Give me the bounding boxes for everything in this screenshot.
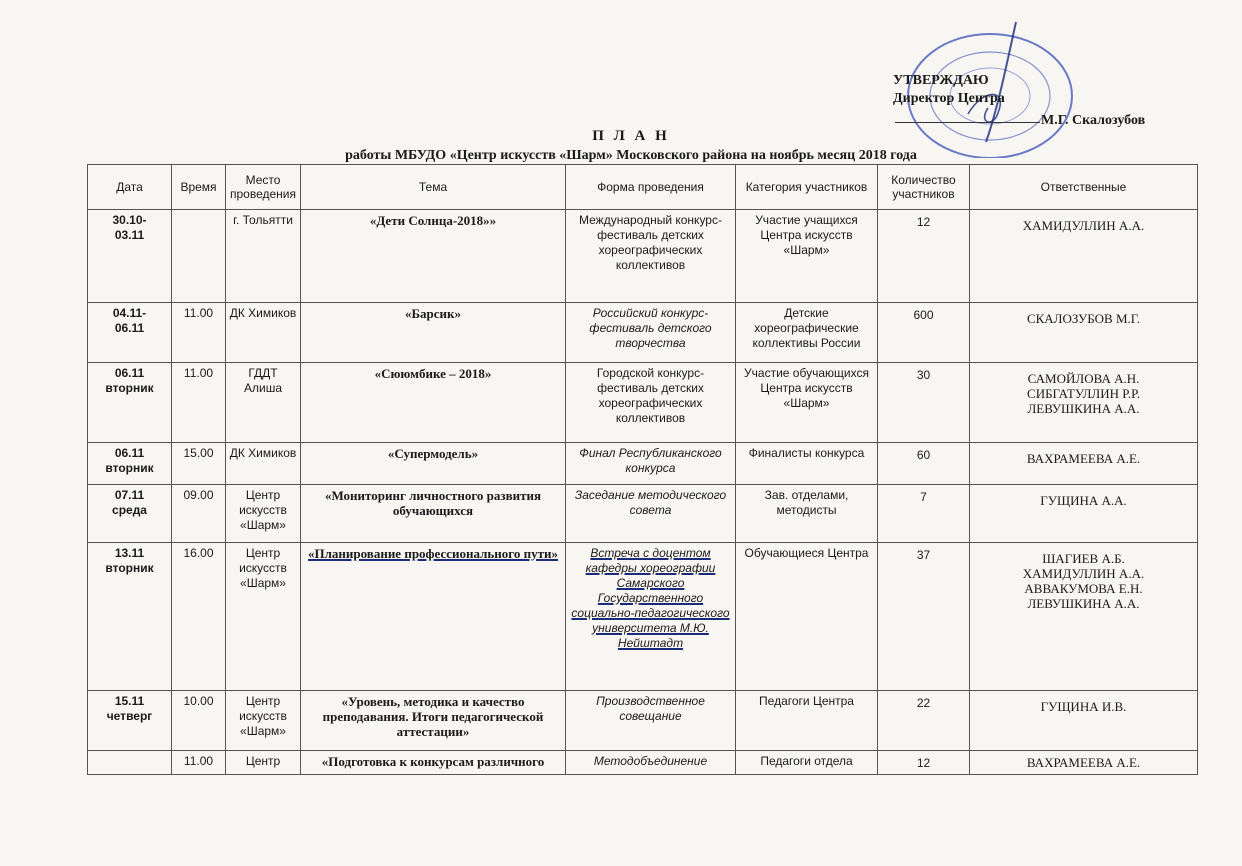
page-title: П Л А Н — [592, 128, 670, 144]
table-row — [88, 485, 1198, 543]
cell-count: 30 — [878, 363, 970, 443]
cell-count: 60 — [878, 443, 970, 485]
cell-responsible: ГУЩИНА А.А. — [970, 485, 1198, 543]
cell-time: 09.00 — [172, 485, 226, 543]
cell-date: 15.11 четверг — [88, 691, 172, 751]
cell-time: 11.00 — [172, 751, 226, 775]
signature-line — [895, 122, 1040, 123]
cell-theme: «Сююмбике – 2018» — [301, 363, 566, 443]
cell-count: 7 — [878, 485, 970, 543]
cell-time: 11.00 — [172, 363, 226, 443]
cell-time: 11.00 — [172, 303, 226, 363]
cell-responsible: ВАХРАМЕЕВА А.Е. — [970, 751, 1198, 775]
cell-date: 06.11 вторник — [88, 363, 172, 443]
cell-responsible: ШАГИЕВ А.Б. ХАМИДУЛЛИН А.А. АВВАКУМОВА Е.Н. ЛЕВУШКИНА А.А. — [970, 543, 1198, 691]
cell-theme — [301, 543, 566, 691]
header-theme: Тема — [301, 165, 566, 210]
cell-date: 13.11 вторник — [88, 543, 172, 691]
approval-block — [893, 72, 1146, 128]
page-subtitle: работы МБУДО «Центр искусств «Шарм» Московского района на ноябрь месяц 2018 года — [345, 148, 917, 163]
cell-theme: «Дети Солнца-2018»» — [301, 210, 566, 303]
cell-form: Заседание методического совета — [566, 485, 736, 543]
approval-name: М.Г. Скалозубов — [1041, 113, 1146, 128]
cell-count: 600 — [878, 303, 970, 363]
cell-form: Производственное совещание — [566, 691, 736, 751]
cell-form: Финал Республиканского конкурса — [566, 443, 736, 485]
table-header-row — [88, 165, 1198, 210]
table-row — [88, 443, 1198, 485]
header-count: Количество участников — [878, 165, 970, 210]
approval-position: Директор Центра — [893, 91, 1005, 106]
cell-responsible: САМОЙЛОВА А.Н. СИБГАТУЛЛИН Р.Р. ЛЕВУШКИНА А.А. — [970, 363, 1198, 443]
cell-date: 06.11 вторник — [88, 443, 172, 485]
cell-responsible: СКАЛОЗУБОВ М.Г. — [970, 303, 1198, 363]
cell-form: Методобъединение — [566, 751, 736, 775]
cell-responsible: ГУЩИНА И.В. — [970, 691, 1198, 751]
cell-place: ДК Химиков — [226, 443, 301, 485]
cell-category: Педагоги Центра — [736, 691, 878, 751]
cell-date: 07.11 среда — [88, 485, 172, 543]
cell-count: 37 — [878, 543, 970, 691]
header-category: Категория участников — [736, 165, 878, 210]
table-row — [88, 303, 1198, 363]
table-row — [88, 691, 1198, 751]
cell-time: 15.00 — [172, 443, 226, 485]
cell-theme: «Уровень, методика и качество преподавания. Итоги педагогической аттестации» — [301, 691, 566, 751]
cell-theme: «Подготовка к конкурсам различного — [301, 751, 566, 775]
cell-place: Центр искусств «Шарм» — [226, 691, 301, 751]
header-date: Дата — [88, 165, 172, 210]
cell-time: 16.00 — [172, 543, 226, 691]
cell-responsible: ВАХРАМЕЕВА А.Е. — [970, 443, 1198, 485]
cell-category: Финалисты конкурса — [736, 443, 878, 485]
plan-table — [87, 164, 1198, 775]
cell-place: г. Тольятти — [226, 210, 301, 303]
cell-count: 12 — [878, 751, 970, 775]
cell-place: Центр искусств «Шарм» — [226, 543, 301, 691]
cell-theme: «Мониторинг личностного развития обучающихся — [301, 485, 566, 543]
header-time: Время — [172, 165, 226, 210]
cell-category: Зав. отделами, методисты — [736, 485, 878, 543]
cell-theme: «Барсик» — [301, 303, 566, 363]
cell-date: 04.11- 06.11 — [88, 303, 172, 363]
cell-place: ДК Химиков — [226, 303, 301, 363]
cell-form: Международный конкурс-фестиваль детских хореографических коллективов — [566, 210, 736, 303]
cell-category: Участие учащихся Центра искусств «Шарм» — [736, 210, 878, 303]
cell-category: Обучающиеся Центра — [736, 543, 878, 691]
header-place: Место проведения — [226, 165, 301, 210]
cell-form: Российский конкурс-фестиваль детского творчества — [566, 303, 736, 363]
cell-time — [172, 210, 226, 303]
cell-time: 10.00 — [172, 691, 226, 751]
cell-count: 12 — [878, 210, 970, 303]
cell-category: Участие обучающихся Центра искусств «Шарм» — [736, 363, 878, 443]
cell-count: 22 — [878, 691, 970, 751]
table-row — [88, 543, 1198, 691]
cell-theme: «Супермодель» — [301, 443, 566, 485]
cell-responsible: ХАМИДУЛЛИН А.А. — [970, 210, 1198, 303]
cell-date — [88, 751, 172, 775]
table-row — [88, 210, 1198, 303]
cell-form — [566, 543, 736, 691]
cell-place: ГДДТ Алиша — [226, 363, 301, 443]
header-form: Форма проведения — [566, 165, 736, 210]
table-row — [88, 363, 1198, 443]
cell-date: 30.10- 03.11 — [88, 210, 172, 303]
cell-category: Детские хореографические коллективы России — [736, 303, 878, 363]
form-underlined-text: Встреча с доцентом кафедры хореографии Самарского Государственного социально-педагогического университета М.Ю. Нейштадт — [571, 546, 730, 650]
cell-category: Педагоги отдела — [736, 751, 878, 775]
theme-underlined-text: «Планирование профессионального пути» — [308, 546, 558, 561]
cell-place: Центр искусств «Шарм» — [226, 485, 301, 543]
header-responsible: Ответственные — [970, 165, 1198, 210]
approval-label: УТВЕРЖДАЮ — [893, 73, 989, 88]
cell-form: Городской конкурс-фестиваль детских хореографических коллективов — [566, 363, 736, 443]
table-row — [88, 751, 1198, 775]
cell-place: Центр — [226, 751, 301, 775]
